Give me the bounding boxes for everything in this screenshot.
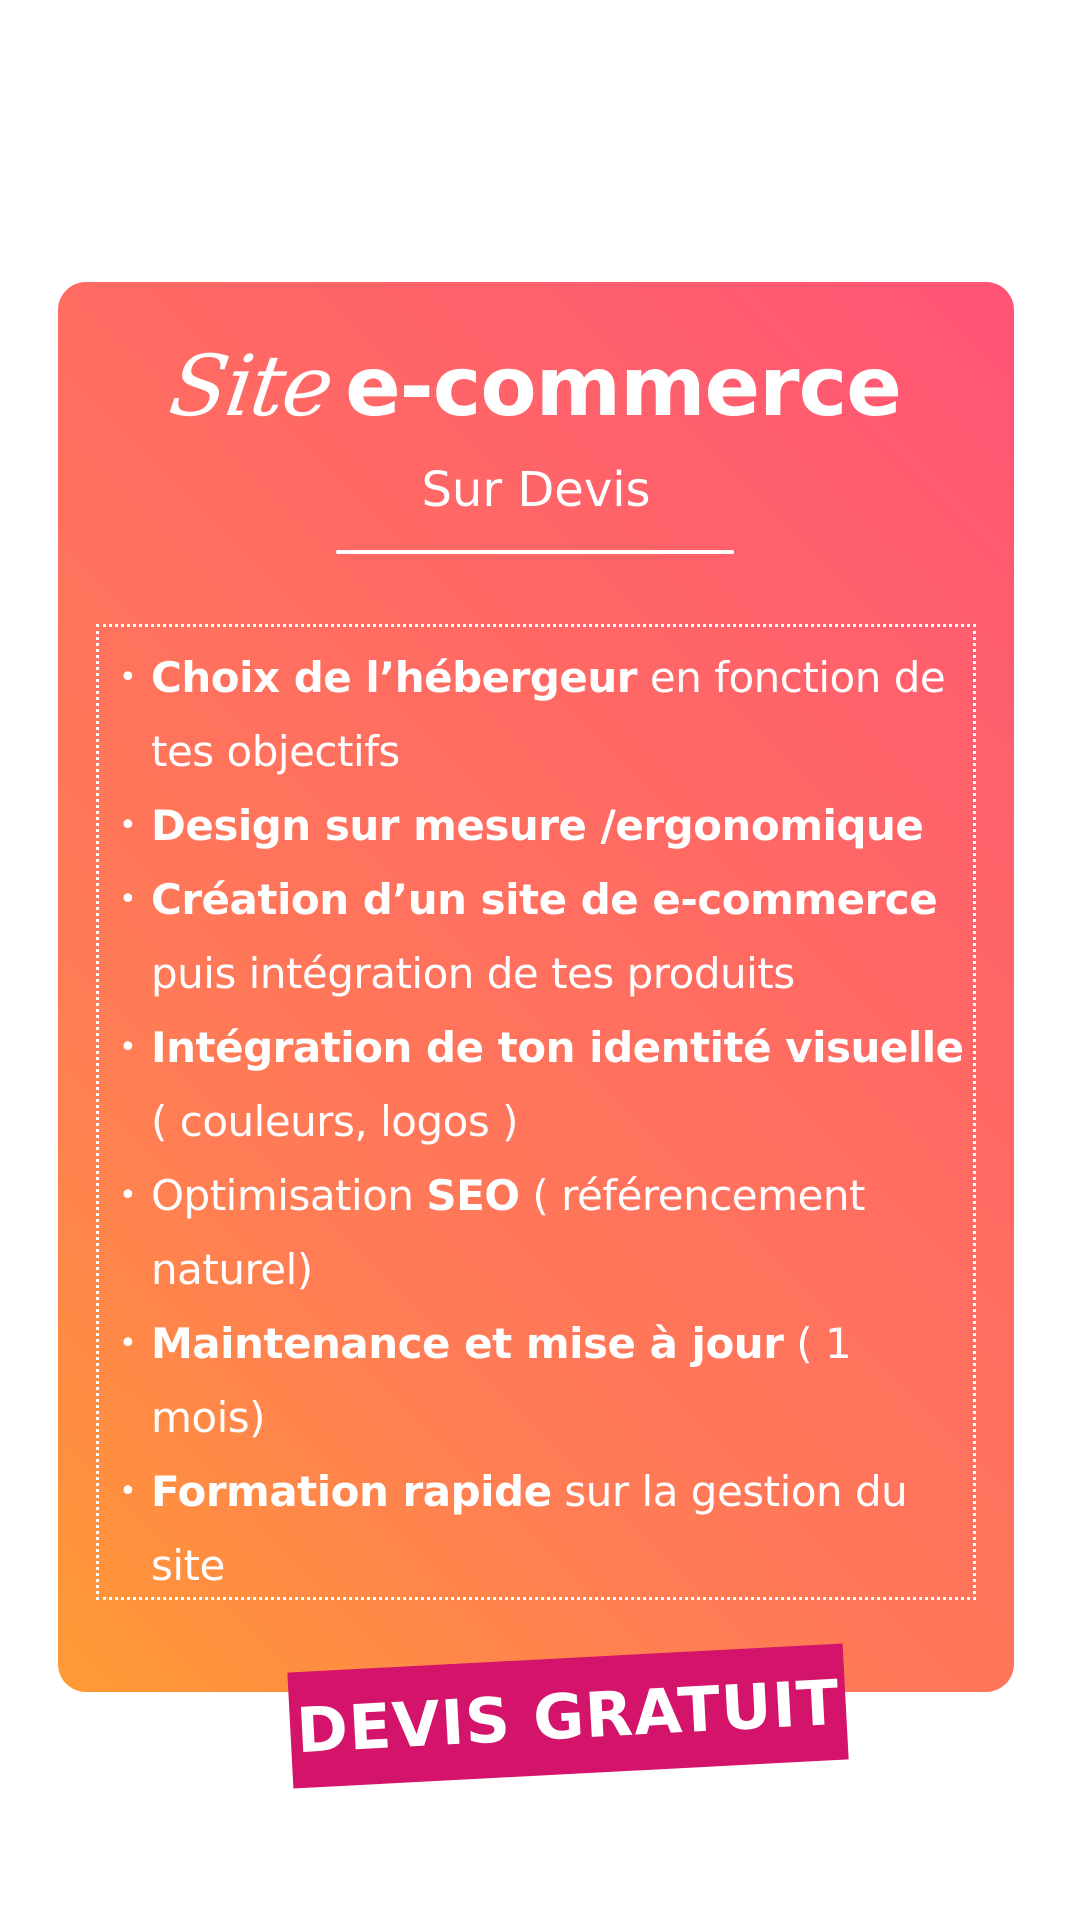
features-box <box>96 624 976 1600</box>
pricing-card <box>58 282 1014 1692</box>
bullet-icon: • <box>119 1326 137 1361</box>
bullet-icon: • <box>119 882 137 917</box>
bullet-icon: • <box>119 808 137 843</box>
feature-item-identite <box>99 1011 973 1159</box>
bullet-icon: • <box>119 1178 137 1213</box>
feature-bold: Formation rapide <box>151 1467 552 1516</box>
feature-text: ( référencement naturel) <box>151 1171 865 1294</box>
feature-item-design <box>99 789 973 863</box>
feature-text: puis intégration de tes produits <box>151 949 795 998</box>
feature-bold: Choix de l’hébergeur <box>151 653 638 702</box>
title-main: e-commerce <box>345 340 901 435</box>
bullet-icon: • <box>119 1030 137 1065</box>
features-list <box>99 627 973 1603</box>
feature-text: ( 1 mois) <box>151 1319 852 1442</box>
feature-text: ( couleurs, logos ) <box>151 1097 518 1146</box>
bullet-icon: • <box>119 660 137 695</box>
feature-bold: Design sur mesure /ergonomique <box>151 801 924 850</box>
feature-item-maintenance <box>99 1307 973 1455</box>
badge-label: DEVIS GRATUIT <box>294 1665 842 1767</box>
feature-item-seo <box>99 1159 973 1307</box>
feature-bold: Intégration de ton identité visuelle <box>151 1023 964 1072</box>
feature-item-creation <box>99 863 973 1011</box>
feature-text: Optimisation <box>151 1171 427 1220</box>
feature-text: sur la gestion du site <box>151 1467 908 1590</box>
feature-text: en fonction de tes objectifs <box>151 653 946 776</box>
card-title <box>58 337 1014 435</box>
title-divider <box>336 550 734 554</box>
feature-item-hebergeur <box>99 641 973 789</box>
bullet-icon: • <box>119 1474 137 1509</box>
feature-bold: Création d’un site de e-commerce <box>151 875 938 924</box>
feature-bold: Maintenance et mise à jour <box>151 1319 784 1368</box>
price-subtitle: Sur Devis <box>421 462 651 518</box>
feature-item-formation <box>99 1455 973 1603</box>
feature-bold: SEO <box>426 1171 520 1220</box>
title-script: Site <box>164 337 338 435</box>
